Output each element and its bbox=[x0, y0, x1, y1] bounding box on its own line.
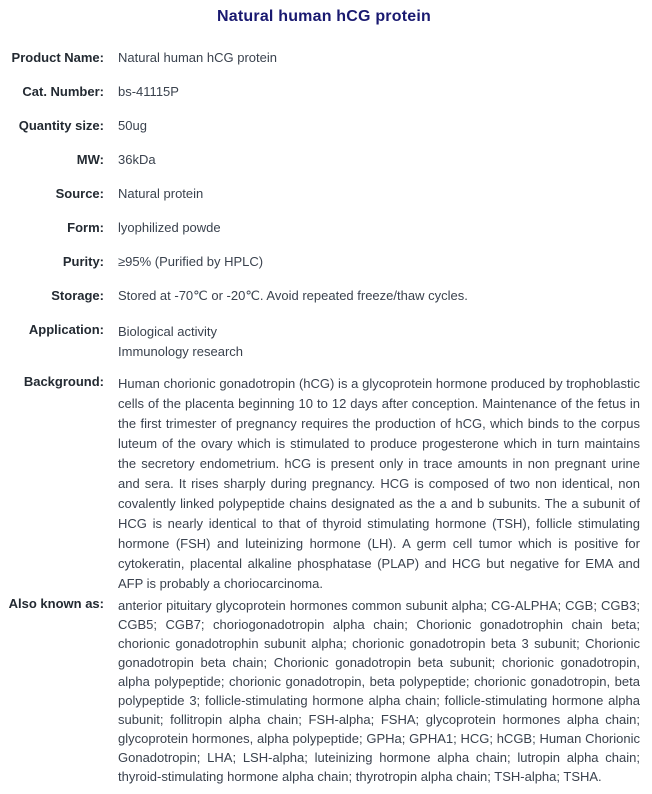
field-row-purity bbox=[8, 254, 640, 270]
field-label: Storage: bbox=[51, 288, 104, 303]
field-value bbox=[118, 322, 640, 362]
field-value: 36kDa bbox=[118, 152, 156, 167]
application-line: Immunology research bbox=[118, 344, 243, 359]
field-label: Application: bbox=[28, 322, 104, 337]
field-value: 50ug bbox=[118, 118, 147, 133]
field-row-source bbox=[8, 186, 640, 202]
field-row-form bbox=[8, 220, 640, 236]
field-label: Cat. Number: bbox=[22, 84, 104, 99]
page-title: Natural human hCG protein bbox=[217, 8, 431, 25]
field-value: ≥95% (Purified by HPLC) bbox=[118, 254, 264, 269]
field-row-background bbox=[8, 374, 640, 594]
field-value: Natural human hCG protein bbox=[118, 50, 277, 65]
field-value: bs-41115P bbox=[118, 84, 179, 99]
field-value: Natural protein bbox=[118, 186, 204, 201]
field-row-application bbox=[8, 322, 640, 362]
field-label: Also known as: bbox=[8, 596, 104, 611]
field-value: anterior pituitary glycoprotein hormones common subunit alpha; CG-ALPHA; CGB; CGB3; CGB5; CGB7; choriogonadotropin alpha chain; Chorionic gonadotrophin chain beta; chorionic gonadotrophin subunit alpha; chorionic gonadotropin beta 3 subunit; Chorionic gonadotropin beta chain; Chorionic gonadotropin beta subunit; chorionic gonadotropin, alpha polypeptide; chorionic gonadotropin, beta polypeptide; chorionic gonadotropin, beta polypeptide 3; follicle-stimulating hormone alpha chain; follicle-stimulating hormone alpha subunit; follitropin alpha chain; FSH-alpha; FSHA; glycoprotein hormones alpha chain; glycoprotein hormones, alpha polypeptide; GPHa; GPHA1; HCG; hCGB; Human Chorionic Gonadotropin; LHA; LSH-alpha; luteinizing hormone alpha chain; lutropin alpha chain; thyroid-stimulating hormone alpha chain; thyrotropin alpha chain; TSH-alpha; TSHA. bbox=[118, 598, 640, 784]
field-row-quantity-size bbox=[8, 118, 640, 134]
field-value: Stored at -70℃ or -20℃. Avoid repeated freeze/thaw cycles. bbox=[118, 288, 468, 303]
field-label: Quantity size: bbox=[18, 118, 104, 133]
field-row-product-name bbox=[8, 50, 640, 66]
field-row-mw bbox=[8, 152, 640, 168]
field-label: MW: bbox=[76, 152, 104, 167]
field-row-cat-number bbox=[8, 84, 640, 100]
field-label: Purity: bbox=[62, 254, 104, 269]
application-line: Biological activity bbox=[118, 324, 217, 339]
field-label: Form: bbox=[67, 220, 104, 235]
field-row-storage bbox=[8, 288, 640, 304]
field-value: Human chorionic gonadotropin (hCG) is a glycoprotein hormone produced by trophoblastic cells of the placenta beginning 10 to 12 days after conception. Maintenance of the fetus in the first trimester of pregnancy requires the production of hCG, which binds to the corpus luteum of the ovary which is stimulated to produce progesterone which in turn maintains the secretory endometrium. hCG is present only in trace amounts in non pregnant urine and sera. It rises sharply during pregnancy. HCG is composed of two non identical, non covalently linked polypeptide chains designated as the a and b subunits. The a subunit of HCG is nearly identical to that of thyroid stimulating hormone (TSH), follicle stimulating hormone (FSH) and luteinizing hormone (LH). A germ cell tumor which is positive for cytokeratin, placental alkaline phosphatase (PLAP) and HCG but negative for EMA and AFP is probably a choriocarcinoma. bbox=[118, 376, 640, 591]
field-label: Product Name: bbox=[11, 50, 104, 65]
field-label: Background: bbox=[23, 374, 104, 389]
field-row-also-known-as bbox=[8, 596, 640, 786]
field-label: Source: bbox=[55, 186, 104, 201]
field-value: lyophilized powde bbox=[118, 220, 221, 235]
